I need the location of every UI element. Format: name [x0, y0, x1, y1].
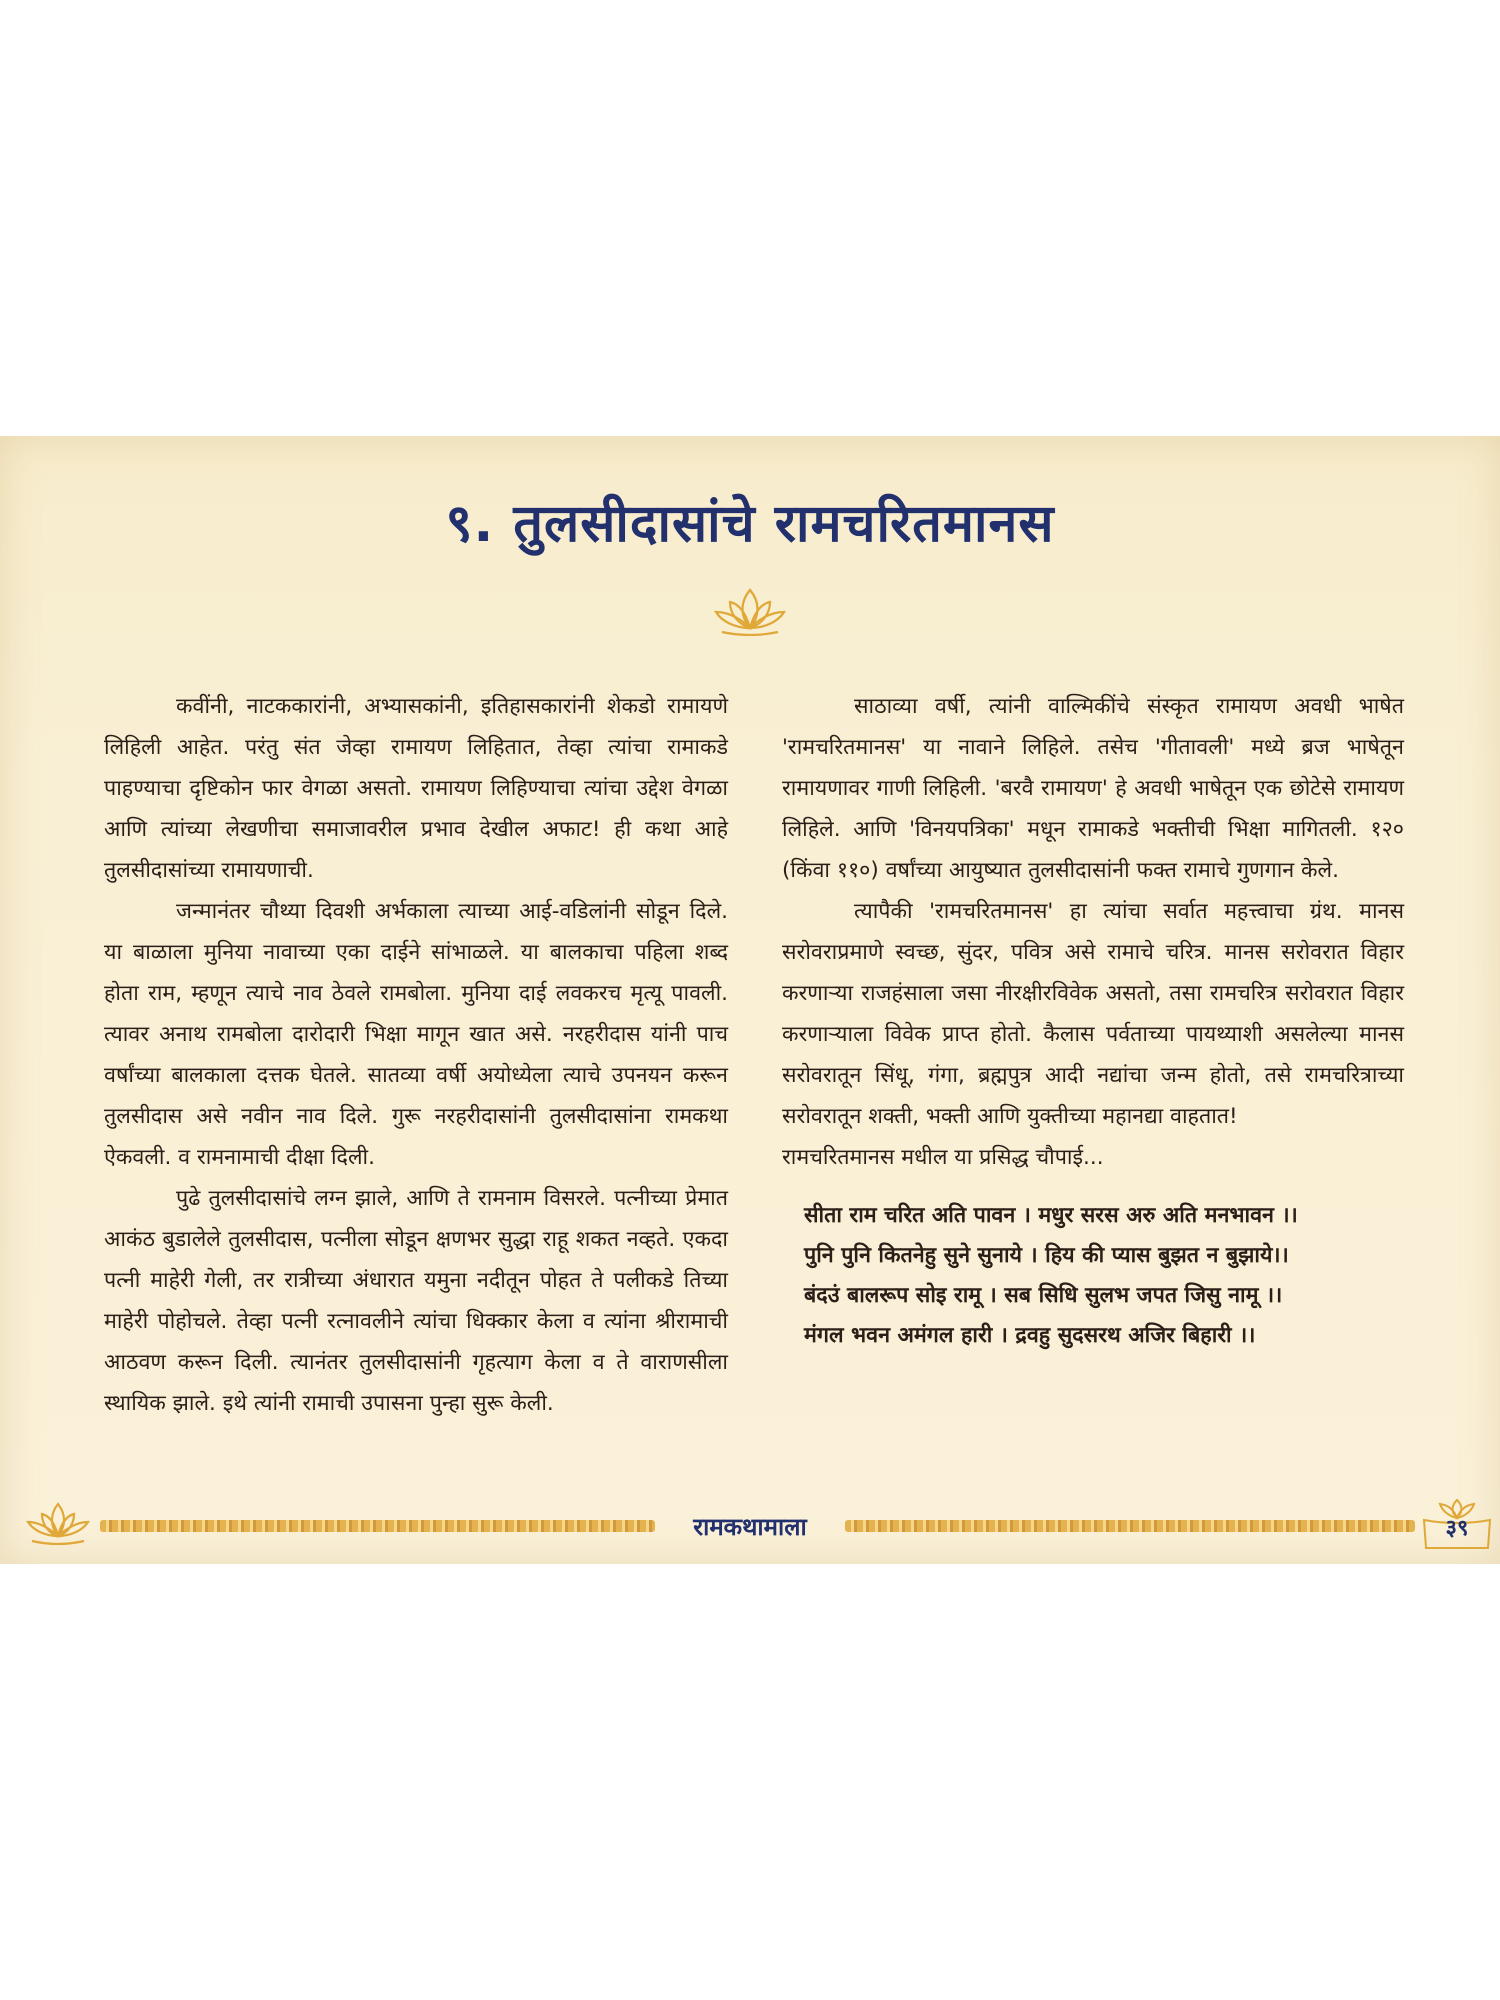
page-number: ३९	[1445, 1516, 1469, 1541]
verse-line: पुनि पुनि कितनेहु सुने सुनाये । हिय की प्यास बुझत न बुझाये।।	[804, 1243, 1289, 1268]
left-column	[104, 686, 728, 1424]
verse-block	[782, 1196, 1404, 1356]
page-footer	[0, 1496, 1500, 1556]
paragraph: पुढे तुलसीदासांचे लग्न झाले, आणि ते रामनाम विसरले. पत्नीच्या प्रेमात आकंठ बुडालेले तुलसीदास, पत्नीला सोडून क्षणभर सुद्धा राहू शकत नव्हते. एकदा पत्नी माहेरी गेली, तर रात्रीच्या अंधारात यमुना नदीतून पोहत ते पलीकडे तिच्या माहेरी पोहोचले. तेव्हा पत्नी रत्नावलीने त्यांचा धिक्कार केला व त्यांना श्रीरामाची आठवण करून दिली. त्यानंतर तुलसीदासांनी गृहत्याग केला व ते वाराणसीला स्थायिक झाले. इथे त्यांनी रामाची उपासना पुन्हा सुरू केली.	[104, 1186, 728, 1416]
decorative-border	[100, 1520, 655, 1532]
lotus-icon	[700, 584, 800, 636]
verse-line: बंदउं बालरूप सोइ रामू । सब सिधि सुलभ जपत जिसु नामू ।।	[804, 1283, 1283, 1308]
decorative-border	[845, 1520, 1415, 1532]
paragraph: जन्मानंतर चौथ्या दिवशी अर्भकाला त्याच्या आई-वडिलांनी सोडून दिले. या बाळाला मुनिया नावाच्या एका दाईने सांभाळले. या बालकाचा पहिला शब्द होता राम, म्हणून त्याचे नाव ठेवले रामबोला. मुनिया दाई लवकरच मृत्यू पावली. त्यावर अनाथ रामबोला दारोदारी भिक्षा मागून खात असे. नरहरीदास यांनी पाच वर्षांच्या बालकाला दत्तक घेतले. सातव्या वर्षी अयोध्येला त्याचे उपनयन करून तुलसीदास असे नवीन नाव दिले. गुरू नरहरीदासांनी तुलसीदासांना रामकथा ऐकवली. व रामनामाची दीक्षा दिली.	[104, 899, 728, 1170]
lotus-icon	[18, 1498, 98, 1548]
right-column	[782, 686, 1404, 1356]
paragraph: त्यापैकी 'रामचरितमानस' हा त्यांचा सर्वात महत्त्वाचा ग्रंथ. मानस सरोवराप्रमाणे स्वच्छ, सुंदर, पवित्र असे रामाचे चरित्र. मानस सरोवरात विहार करणाऱ्या राजहंसाला जसा नीरक्षीरविवेक असतो, तसा रामचरित्र सरोवरात विहार करणाऱ्याला विवेक प्राप्त होतो. कैलास पर्वताच्या पायथ्याशी असलेल्या मानस सरोवरातून सिंधू, गंगा, ब्रह्मपुत्र आदी नद्यांचा जन्म होतो, तसे रामचरित्राच्या सरोवरातून शक्ती, भक्ती आणि युक्तीच्या महानद्या वाहतात!	[782, 899, 1404, 1129]
book-page	[0, 436, 1500, 1564]
paragraph: रामचरितमानस मधील या प्रसिद्ध चौपाई...	[782, 1145, 1104, 1170]
paragraph: साठाव्या वर्षी, त्यांनी वाल्मिकींचे संस्कृत रामायण अवधी भाषेत 'रामचरितमानस' या नावाने लिहिले. तसेच 'गीतावली' मध्ये ब्रज भाषेतून रामायणावर गाणी लिहिली. 'बरवै रामायण' हे अवधी भाषेतून एक छोटेसे रामायण लिहिले. आणि 'विनयपत्रिका' मधून रामाकडे भक्तीची भिक्षा मागितली. १२० (किंवा ११०) वर्षांच्या आयुष्यात तुलसीदासांनी फक्त रामाचे गुणगान केले.	[782, 694, 1404, 883]
paragraph: कवींनी, नाटककारांनी, अभ्यासकांनी, इतिहासकारांनी शेकडो रामायणे लिहिली आहेत. परंतु संत जेव्हा रामायण लिहितात, तेव्हा त्यांचा रामाकडे पाहण्याचा दृष्टिकोन फार वेगळा असतो. रामायण लिहिण्याचा त्यांचा उद्देश वेगळा आणि त्यांच्या लेखणीचा समाजावरील प्रभाव देखील अफाट! ही कथा आहे तुलसीदासांच्या रामायणाची.	[104, 694, 728, 883]
page-title: ९. तुलसीदासांचे रामचरितमानस	[445, 494, 1055, 554]
book-name: रामकथामाला	[693, 1513, 807, 1541]
verse-line: सीता राम चरित अति पावन । मधुर सरस अरु अति मनभावन ।।	[804, 1203, 1298, 1228]
verse-line: मंगल भवन अमंगल हारी । द्रवहु सुदसरथ अजिर बिहारी ।।	[804, 1323, 1256, 1348]
page-number-badge	[1418, 1496, 1496, 1552]
